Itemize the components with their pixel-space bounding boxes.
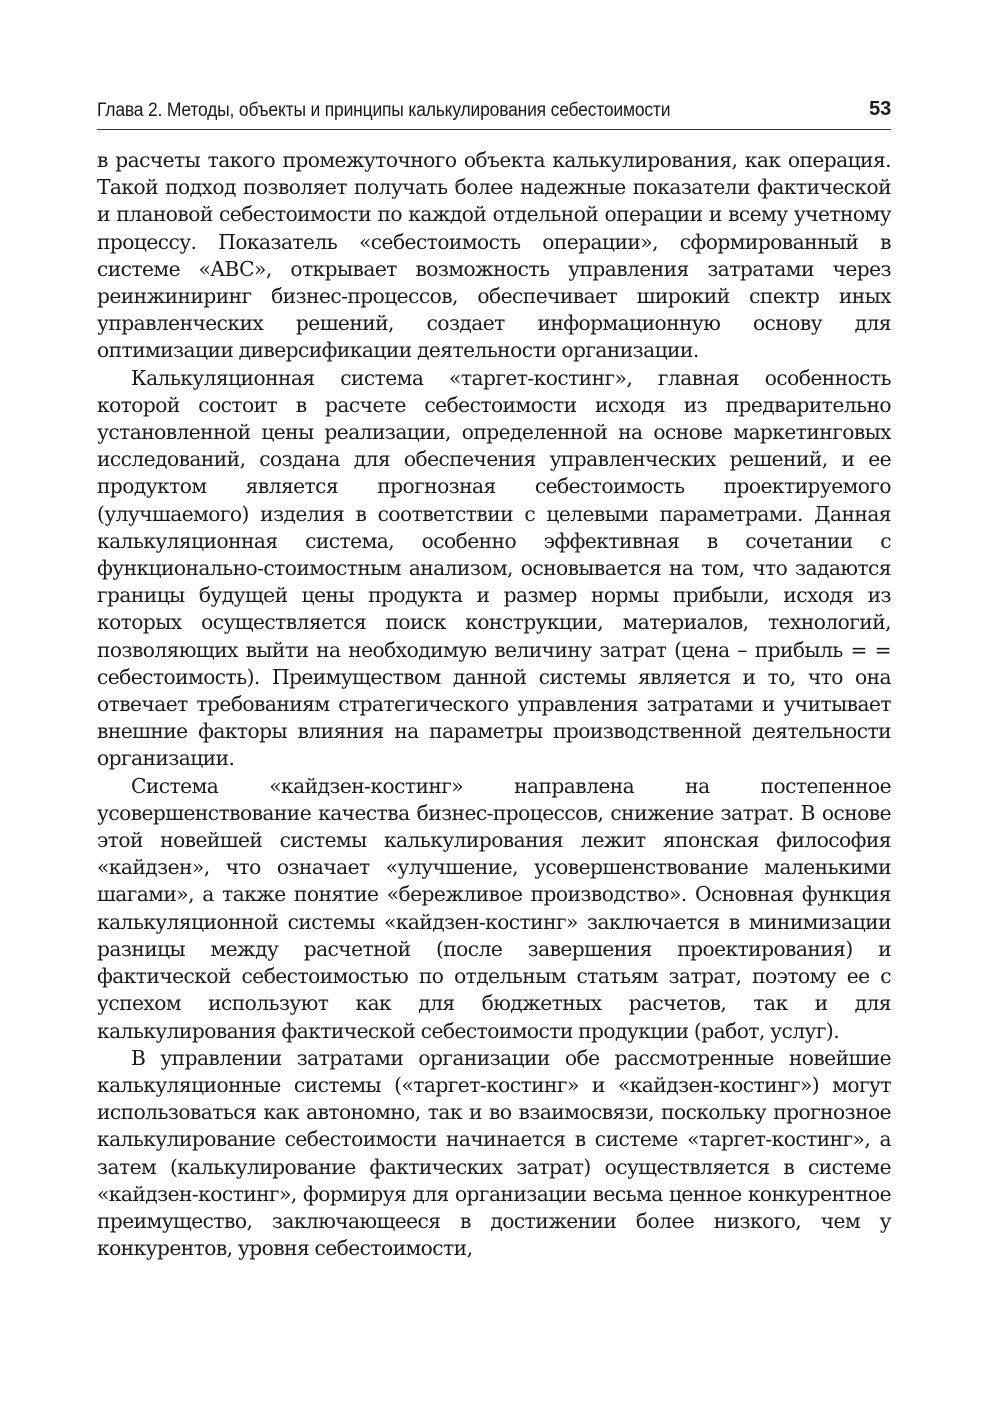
page-number: 53 <box>869 98 891 120</box>
paragraph-continued: в расчеты такого промежуточного объекта калькулирования, как операция. Такой подход позволяет получать более надежные показатели фактической и плановой себестоимости по каждой отдельной операции и всему учетному процессу. Показатель «себестоимость операции», сформированный в системе «ABC», открывает возможность управления затратами через реинжиниринг бизнес-процессов, обеспечивает широкий спектр иных управленческих решений, создает информационную основу для оптимизации диверсификации деятельности организации. <box>97 148 891 363</box>
body-text <box>97 147 891 1262</box>
chapter-title: Глава 2. Методы, объекты и принципы калькулирования себестоимости <box>97 100 671 121</box>
paragraph-target-costing: Калькуляционная система «таргет-костинг», главная особенность которой состоит в расчете себестоимости исходя из предварительно установленной цены реализации, определенной на основе маркетинговых исследований, создана для обеспечения управленческих решений, и ее продуктом является прогнозная себестоимость проектируемого (улучшаемого) изделия в соответствии с целевыми параметрами. Данная калькуляционная система, особенно эффективная в сочетании с функционально-стоимостным анализом, основывается на том, что задаются границы будущей цены продукта и размер нормы прибыли, исходя из которых осуществляется поиск конструкции, материалов, технологий, позволяющих выйти на необходимую величину затрат (цена – прибыль = = себестоимость). Преимуществом данной системы является и то, что она отвечает требованиям стратегического управления затратами и учитывает внешние факторы влияния на параметры производственной деятельности организации. <box>97 365 891 771</box>
paragraph-kaizen-costing: Система «кайдзен-костинг» направлена на постепенное усовершенствование качества бизнес-процессов, снижение затрат. В основе этой новейшей системы калькулирования лежит японская философия «кайдзен», что означает «улучшение, усовершенствование маленькими шагами», а также понятие «бережливое производство». Основная функция калькуляционной системы «кайдзен-костинг» заключается в минимизации разницы между расчетной (после завершения проектирования) и фактической себестоимостью по отдельным статьям затрат, поэтому ее с успехом используют как для бюджетных расчетов, так и для калькулирования фактической себестоимости продукции (работ, услуг). <box>97 773 891 1043</box>
header-divider <box>97 129 891 130</box>
running-header <box>97 96 891 128</box>
paragraph-cost-management: В управлении затратами организации обе рассмотренные новейшие калькуляционные системы («таргет-костинг» и «кайдзен-костинг») могут использоваться как автономно, так и во взаимосвязи, поскольку прогнозное калькулирование себестоимости начинается в системе «таргет-костинг», а затем (калькулирование фактических затрат) осуществляется в системе «кайдзен-костинг», формируя для организации весьма ценное конкурентное преимущество, заключающееся в достижении более низкого, чем у конкурентов, уровня себестоимости, <box>97 1045 891 1261</box>
